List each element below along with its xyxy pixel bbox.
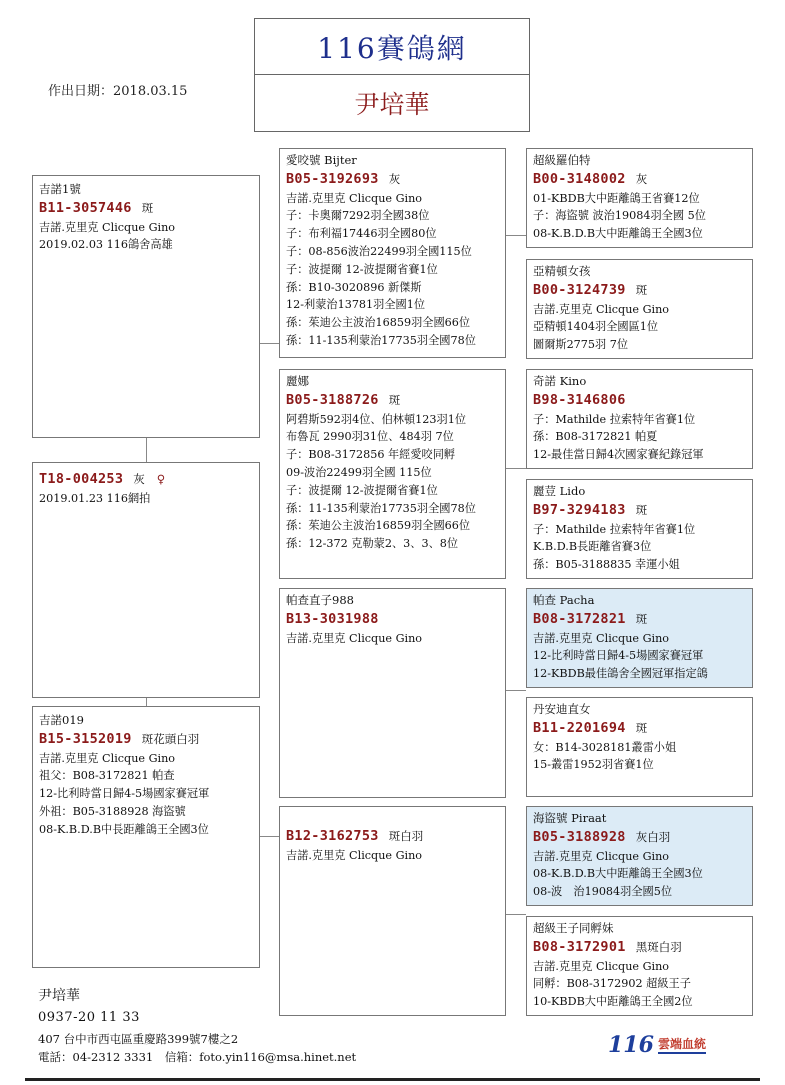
info-line: 子：波提爾 12-波提爾省賽1位	[286, 262, 438, 276]
ring-number: B97-3294183	[533, 501, 626, 518]
pedigree-box-sire-dam	[279, 369, 506, 579]
pedigree-box-sss	[526, 148, 753, 248]
footer-name: 尹培華	[38, 988, 80, 1004]
connector-line	[505, 235, 526, 236]
info-line: 子：波提爾 12-波提爾省賽1位	[286, 483, 438, 497]
pigeon-name: 超級羅伯特	[533, 153, 591, 167]
info-line: 12-最佳當日歸4次國家賽紀錄冠軍	[533, 448, 704, 462]
info-line: 吉諾.克里克 Clicque Gino	[533, 631, 670, 645]
pigeon-color: 灰	[635, 171, 648, 186]
info-line: 吉諾.克里克 Clicque Gino	[286, 191, 423, 205]
ring-number: B05-3192693	[286, 170, 379, 187]
info-line: 孫：茱迪公主波治16859羽全國66位	[286, 519, 471, 533]
info-line: 12-比利時當日歸4-5場國家賽冠軍	[533, 649, 704, 663]
pigeon-color: 斑	[141, 200, 154, 215]
ring-number: B08-3172901	[533, 938, 626, 955]
pigeon-color: 灰	[133, 472, 145, 486]
ring-number: B00-3148002	[533, 170, 626, 187]
pigeon-name: 帕查 Pacha	[533, 593, 595, 607]
info-line: 吉諾.克里克 Clicque Gino	[533, 849, 670, 863]
footer-phone: 0937-20 11 33	[38, 1010, 140, 1025]
info-line: 吉諾.克里克 Clicque Gino	[533, 302, 670, 316]
info-line: 08-K.B.D.B大中距離鴿王全國3位	[533, 867, 703, 881]
ring-number: B15-3152019	[39, 730, 132, 747]
connector-line	[505, 914, 526, 915]
pedigree-box-subject	[32, 462, 260, 698]
bottom-rule	[25, 1078, 760, 1081]
pigeon-color: 斑	[635, 282, 648, 297]
logo-number: 116	[608, 1032, 654, 1058]
pigeon-name: 超級王子同孵妹	[533, 921, 614, 935]
pigeon-name: 丹安迪直女	[533, 702, 591, 716]
title-box	[254, 18, 530, 132]
pigeon-name: 麗荳 Lido	[533, 484, 586, 498]
info-line: 祖父：B08-3172821 帕查	[39, 769, 175, 783]
pedigree-box-dss	[526, 588, 753, 688]
info-line: 布魯瓦 2990羽31位、484羽 7位	[286, 430, 454, 444]
pedigree-box-ssd	[526, 259, 753, 359]
pedigree-box-sds	[526, 369, 753, 469]
info-line: K.B.D.B長距離省賽3位	[533, 540, 652, 554]
ring-number: B00-3124739	[533, 281, 626, 298]
pedigree-box-dds	[526, 806, 753, 906]
info-line: 08-K.B.D.B大中距離鴿王全國3位	[533, 227, 703, 241]
info-line: 阿碧斯592羽4位、伯林頓123羽1位	[286, 412, 467, 426]
info-line: 子：卡奧爾7292羽全國38位	[286, 209, 430, 223]
info-line: 吉諾.克里克 Clicque Gino	[533, 959, 670, 973]
ring-number: B12-3162753	[286, 828, 379, 844]
pedigree-box-sire-sire	[279, 148, 506, 358]
info-line: 吉諾.克里克 Clicque Gino	[39, 751, 176, 765]
info-line: 09-波治22499羽全國 115位	[286, 465, 432, 479]
info-line: 同孵：B08-3172902 超級王子	[533, 977, 691, 991]
pedigree-box-dsd	[526, 697, 753, 797]
info-line: 孫：11-135利蒙治17735羽全國78位	[286, 333, 476, 347]
info-line: 2019.02.03 116鴿舍高雄	[39, 238, 173, 252]
brand-logo	[608, 1030, 706, 1056]
ring-number: T18-004253	[39, 471, 124, 487]
pigeon-name: 吉諾1號	[39, 182, 81, 196]
connector-line	[505, 690, 526, 691]
info-line: 01-KBDB大中距離鴿王省賽12位	[533, 191, 700, 205]
pigeon-sex: ♀	[156, 472, 166, 486]
info-line: 子：08-856波治22499羽全國115位	[286, 244, 472, 258]
connector-line	[259, 836, 280, 837]
pigeon-color: 斑	[635, 502, 648, 517]
pigeon-name: 吉諾019	[39, 713, 84, 727]
pigeon-name: 海盜號 Piraat	[533, 811, 607, 825]
pedigree-box-ddd	[526, 916, 753, 1016]
pigeon-color: 斑	[635, 720, 648, 735]
ring-number: B05-3188928	[533, 828, 626, 845]
info-line: 12-KBDB最佳鴿舍全國冠軍指定鴿	[533, 667, 708, 681]
pedigree-box-dam-dam	[279, 806, 506, 1016]
info-line: 亞精頓1404羽全國區1位	[533, 320, 659, 334]
connector-line	[259, 343, 280, 344]
pedigree-box-sire	[32, 175, 260, 438]
info-line: 12-比利時當日歸4-5場國家賽冠軍	[39, 787, 210, 801]
info-line: 孫：11-135利蒙治17735羽全國78位	[286, 501, 476, 515]
date-label: 作出日期：2018.03.15	[48, 84, 188, 99]
pigeon-color: 斑	[635, 611, 648, 626]
ring-number: B05-3188726	[286, 391, 379, 408]
pigeon-name: 亞精頓女孩	[533, 264, 591, 278]
pigeon-color: 黑斑白羽	[635, 939, 682, 954]
pigeon-color: 斑白羽	[388, 829, 424, 843]
pigeon-color: 灰	[388, 171, 401, 186]
info-line: 08-波 治19084羽全國5位	[533, 885, 673, 899]
connector-line	[505, 468, 526, 469]
ring-number: B11-3057446	[39, 199, 132, 216]
pigeon-name: 帕查直子988	[286, 593, 354, 607]
info-line: 孫：B05-3188835 幸運小姐	[533, 558, 680, 572]
ring-number: B98-3146806	[533, 391, 626, 408]
ring-number: B08-3172821	[533, 610, 626, 627]
pigeon-name: 奇諾 Kino	[533, 374, 587, 388]
info-line: 孫：12-372 克勒蒙2、3、3、8位	[286, 537, 459, 551]
footer-address: 407 台中市西屯區重慶路399號7樓之2	[38, 1032, 239, 1046]
pedigree-box-dam	[32, 706, 260, 968]
owner-name: 尹培華	[354, 90, 430, 119]
ring-number: B13-3031988	[286, 610, 379, 627]
pedigree-box-dam-sire	[279, 588, 506, 798]
site-title: 116賽鴿網	[255, 19, 529, 75]
info-line: 12-利蒙治13781羽全國1位	[286, 298, 426, 312]
pedigree-box-sdd	[526, 479, 753, 579]
pigeon-color: 斑	[388, 392, 401, 407]
pigeon-color: 斑花頭白羽	[141, 731, 200, 746]
info-line: 08-K.B.D.B中長距離鴿王全國3位	[39, 822, 209, 836]
pigeon-color: 灰白羽	[635, 829, 671, 844]
info-line: 吉諾.克里克 Clicque Gino	[286, 848, 423, 862]
info-line: 子：布利福17446羽全國80位	[286, 227, 437, 241]
pigeon-name: 麗娜	[286, 374, 309, 388]
footer-contact: 電話：04-2312 3331 信箱：foto.yin116@msa.hinet.net	[38, 1050, 357, 1064]
info-line: 15-叢雷1952羽省賽1位	[533, 758, 654, 772]
info-line: 孫：B08-3172821 帕夏	[533, 430, 658, 444]
logo-text: 雲端血統	[658, 1035, 706, 1054]
info-line: 子：Mathilde 拉索特年省賽1位	[533, 522, 696, 536]
info-line: 10-KBDB大中距離鴿王全國2位	[533, 995, 693, 1009]
info-line: 女：B14-3028181叢雷小姐	[533, 740, 677, 754]
info-line: 圖爾斯2775羽 7位	[533, 338, 629, 352]
info-line: 孫：茱迪公主波治16859羽全國66位	[286, 316, 471, 330]
info-line: 子：B08-3172856 年經愛咬同孵	[286, 448, 456, 462]
ring-number: B11-2201694	[533, 719, 626, 736]
info-line: 孫：B10-3020896 新傑斯	[286, 280, 422, 294]
info-line: 吉諾.克里克 Clicque Gino	[286, 631, 423, 645]
info-line: 子：Mathilde 拉索特年省賽1位	[533, 412, 696, 426]
info-line: 外祖：B05-3188928 海盜號	[39, 804, 186, 818]
info-line: 2019.01.23 116網拍	[39, 491, 151, 505]
pigeon-name: 愛咬號 Bijter	[286, 153, 357, 167]
info-line: 子：海盜號 波治19084羽全國 5位	[533, 209, 706, 223]
info-line: 吉諾.克里克 Clicque Gino	[39, 220, 176, 234]
